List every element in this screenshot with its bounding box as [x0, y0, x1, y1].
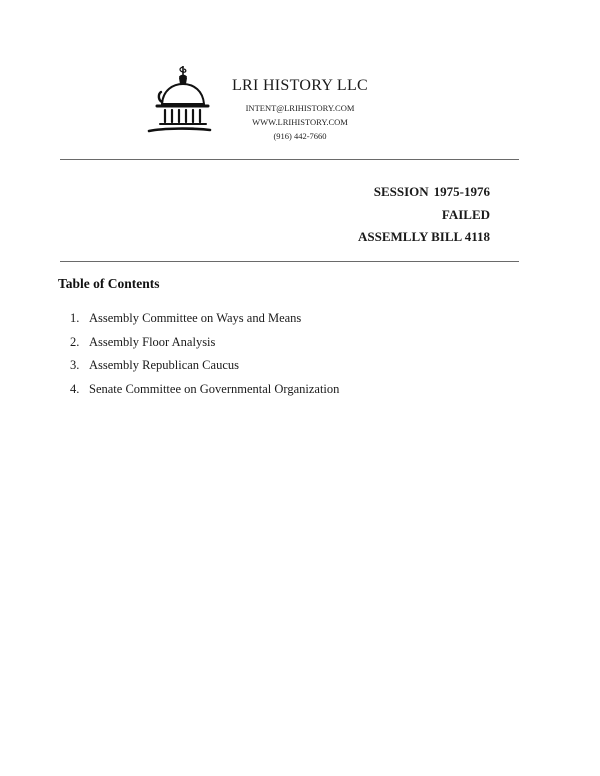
top-divider	[60, 159, 519, 160]
capitol-dome-icon	[146, 64, 212, 138]
session-label: SESSION	[373, 184, 429, 199]
bill-header	[358, 181, 490, 249]
toc-item	[70, 331, 339, 355]
toc-item	[70, 354, 339, 378]
toc-item-label: Assembly Floor Analysis	[89, 334, 216, 349]
company-email: INTENT@LRIHISTORY.COM	[245, 103, 355, 113]
bill-status: FAILED	[441, 206, 490, 222]
toc-item-number: 4.	[70, 381, 80, 396]
toc-title: Table of Contents	[58, 276, 160, 291]
toc-item-label: Assembly Committee on Ways and Means	[89, 311, 302, 325]
toc-item-number: 2.	[70, 334, 80, 349]
toc-item	[70, 307, 339, 331]
session-line	[358, 181, 490, 204]
toc-item-label: Assembly Republican Caucus	[89, 358, 239, 372]
toc-list	[70, 307, 339, 401]
session-years: 1975-1976	[433, 184, 490, 199]
company-name: LRI HISTORY LLC	[231, 77, 369, 94]
bill-name: ASSEMLLY BILL 4118	[358, 229, 490, 244]
company-website: WWW.LRIHISTORY.COM	[252, 117, 348, 127]
toc-item-label: Senate Committee on Governmental Organization	[89, 381, 340, 396]
letterhead	[212, 76, 388, 143]
toc-item-number: 3.	[70, 358, 80, 372]
toc-item-number: 1.	[70, 311, 80, 325]
toc-item	[70, 378, 339, 402]
company-phone: (916) 442-7660	[273, 131, 327, 141]
bottom-divider	[60, 261, 519, 262]
